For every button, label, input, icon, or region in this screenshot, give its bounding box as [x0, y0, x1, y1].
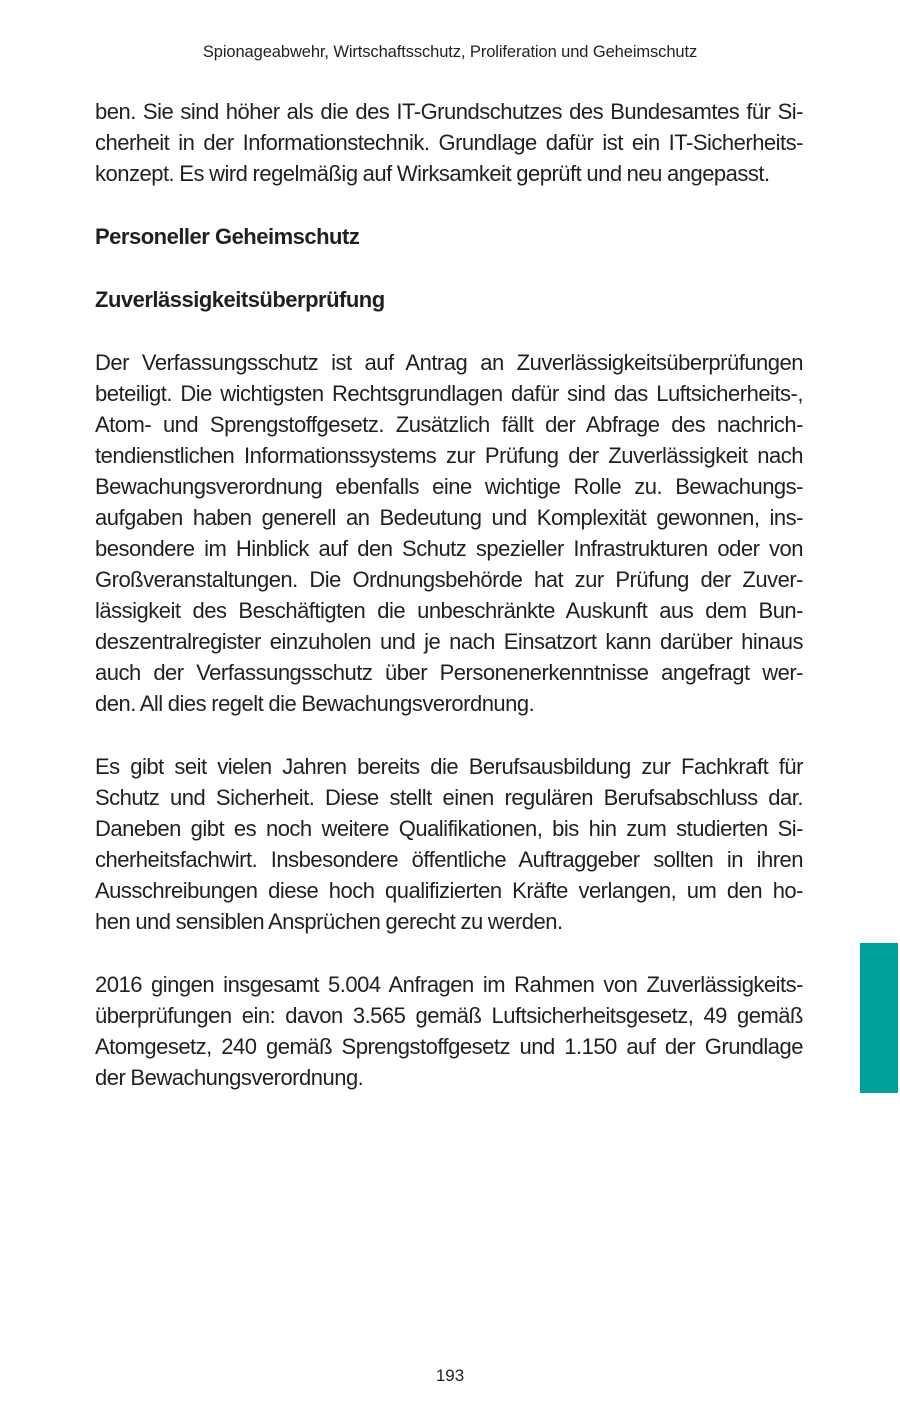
paragraph-statistik-2016 [95, 969, 803, 1093]
text-line: den. All dies regelt die Bewachungsverordnung. [95, 691, 535, 716]
text-line: konzept. Es wird regelmäßig auf Wirksamkeit geprüft und neu angepasst. [95, 161, 770, 186]
text-line: lässigkeit des Beschäftigten die unbeschränkte Auskunft aus dem Bun- [95, 598, 803, 623]
text-line: Daneben gibt es noch weitere Qualifikationen, bis hin zum studierten Si- [95, 816, 803, 841]
paragraph-zuverlaessigkeit [95, 347, 803, 719]
text-line: Ausschreibungen diese hoch qualifizierten Kräfte verlangen, um den ho- [95, 878, 803, 903]
text-line: 2016 gingen insgesamt 5.004 Anfragen im Rahmen von Zuverlässigkeits- [95, 972, 803, 997]
text-line: cherheitsfachwirt. Insbesondere öffentliche Auftraggeber sollten in ihren [95, 847, 803, 872]
text-line: besondere im Hinblick auf den Schutz spezieller Infrastrukturen oder von [95, 536, 803, 561]
page-number: 193 [435, 1366, 465, 1385]
chapter-thumb-tab [860, 943, 898, 1093]
text-line: auch der Verfassungsschutz über Personenerkenntnisse angefragt wer- [95, 660, 803, 685]
text-line: deszentralregister einzuholen und je nach Einsatzort kann darüber hinaus [95, 629, 803, 654]
text-line: tendienstlichen Informationssystems zur Prüfung der Zuverlässigkeit nach [95, 443, 803, 468]
text-line: Großveranstaltungen. Die Ordnungsbehörde hat zur Prüfung der Zuver- [95, 567, 803, 592]
text-line: hen und sensiblen Ansprüchen gerecht zu werden. [95, 909, 563, 934]
page-body [95, 96, 803, 1093]
text-line: ben. Sie sind höher als die des IT-Grundschutzes des Bundesamtes für Si- [95, 99, 803, 124]
text-line: Atomgesetz, 240 gemäß Sprengstoffgesetz und 1.150 auf der Grundlage [95, 1034, 803, 1059]
text-line: Der Verfassungsschutz ist auf Antrag an Zuverlässigkeitsüberprüfungen [95, 350, 803, 375]
text-line: Schutz und Sicherheit. Diese stellt einen regulären Berufsabschluss dar. [95, 785, 803, 810]
text-line: der Bewachungsverordnung. [95, 1065, 364, 1090]
intro-paragraph [95, 96, 803, 189]
subsection-heading: Zuverlässigkeitsüberprüfung [95, 287, 385, 312]
text-line: beteiligt. Die wichtigsten Rechtsgrundlagen dafür sind das Luftsicherheits-, [95, 381, 803, 406]
text-line: Bewachungsverordnung ebenfalls eine wichtige Rolle zu. Bewachungs- [95, 474, 803, 499]
text-line: überprüfungen ein: davon 3.565 gemäß Luftsicherheitsgesetz, 49 gemäß [95, 1003, 803, 1028]
text-line: cherheit in der Informationstechnik. Grundlage dafür ist ein IT-Sicherheits- [95, 130, 803, 155]
text-line: Atom- und Sprengstoffgesetz. Zusätzlich fällt der Abfrage des nachrich- [95, 412, 803, 437]
running-header: Spionageabwehr, Wirtschaftsschutz, Proliferation und Geheimschutz [202, 43, 698, 61]
paragraph-berufsausbildung [95, 751, 803, 937]
text-line: Es gibt seit vielen Jahren bereits die Berufsausbildung zur Fachkraft für [95, 754, 803, 779]
text-line: aufgaben haben generell an Bedeutung und Komplexität gewonnen, ins- [95, 505, 803, 530]
section-heading: Personeller Geheimschutz [95, 224, 360, 249]
